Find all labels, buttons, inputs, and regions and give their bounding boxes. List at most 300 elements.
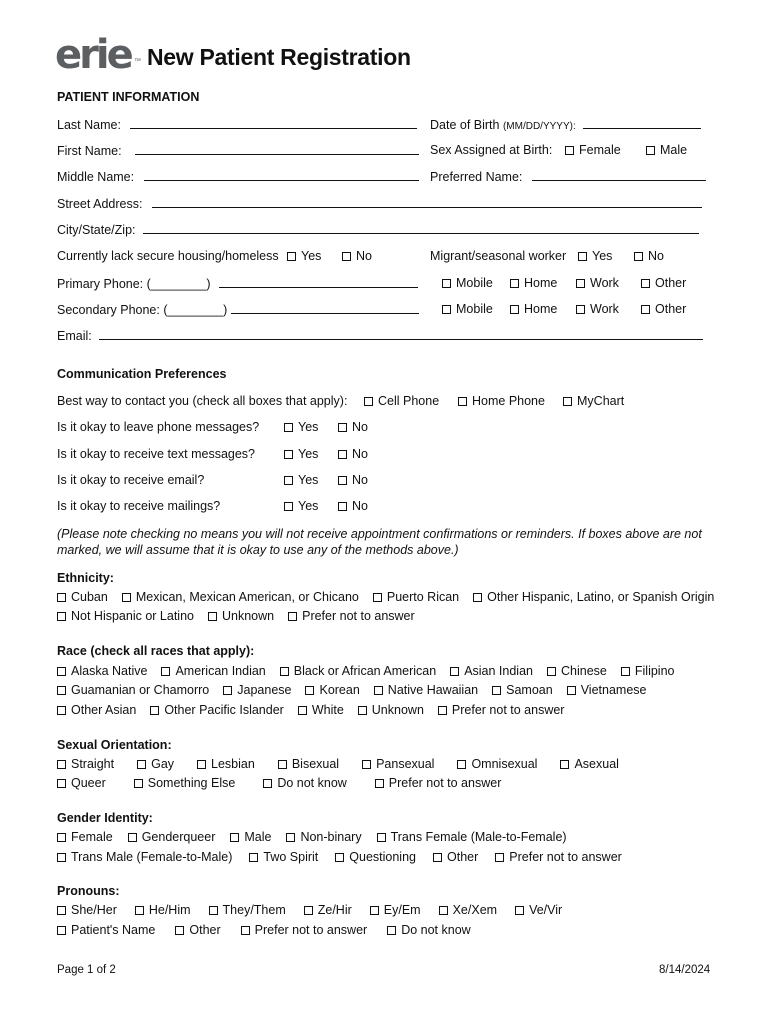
checkbox[interactable] [576,279,585,288]
revision-date: 8/14/2024 [659,964,711,976]
option-label: Female [71,830,113,844]
option-label: Non-binary [300,830,362,844]
checkbox[interactable] [284,476,293,485]
question-label: Is it okay to receive email? [57,473,205,487]
checkbox[interactable] [442,279,451,288]
text-msg-yes-option[interactable] [284,447,318,461]
orientation-option[interactable] [57,776,106,790]
checkbox[interactable] [473,593,482,602]
gender-heading: Gender Identity: [57,811,153,825]
trademark: ™ [134,58,141,65]
city-label: City/State/Zip: [57,223,136,237]
race-option[interactable] [57,683,209,697]
checkbox[interactable] [284,423,293,432]
sex-field [430,143,552,157]
option-label: Other [655,302,687,316]
option-label: No [352,447,368,461]
street-field[interactable] [57,196,702,211]
option-label: Patient's Name [71,923,156,937]
first-name-label: First Name: [57,144,122,158]
checkbox[interactable] [387,926,396,935]
preferred-name-line[interactable] [532,169,706,181]
city-field[interactable] [57,222,699,237]
checkbox[interactable] [438,706,447,715]
option-label: Gay [151,757,175,771]
option-label: Other Asian [71,703,137,717]
mail-yes-option[interactable] [284,499,318,513]
checkbox[interactable] [57,593,66,602]
option-label: Unknown [221,609,275,623]
race-option[interactable] [223,683,291,697]
best-way-label: Best way to contact you (check all boxes that apply): [57,394,348,408]
checkbox[interactable] [280,667,289,676]
race-row-3 [57,703,564,717]
mail-no-option[interactable] [338,499,368,513]
orientation-option[interactable] [375,776,502,790]
option-label: Two Spirit [263,850,319,864]
option-label: Prefer not to answer [388,776,502,790]
primary-home-option[interactable] [510,276,557,290]
checkbox[interactable] [457,760,466,769]
secondary-other-option[interactable] [641,302,686,316]
orientation-heading: Sexual Orientation: [57,738,172,752]
checkbox[interactable] [223,686,232,695]
checkbox[interactable] [578,252,587,261]
question-label: Is it okay to receive mailings? [57,499,221,513]
orientation-option[interactable] [134,776,236,790]
checkbox[interactable] [128,833,137,842]
checkbox[interactable] [278,760,287,769]
option-label: Japanese [237,683,292,697]
ethnicity-row-2 [57,609,415,623]
primary-other-option[interactable] [641,276,686,290]
checkbox[interactable] [284,450,293,459]
orientation-option[interactable] [137,757,174,771]
contact-home-option[interactable] [458,394,545,408]
option-label: Genderqueer [141,830,216,844]
option-label: Not Hispanic or Latino [71,609,194,623]
option-label: Vietnamese [580,683,647,697]
orientation-option[interactable] [197,757,255,771]
pronouns-heading: Pronouns: [57,884,120,898]
first-name-line[interactable] [135,143,419,155]
street-line[interactable] [152,196,702,208]
option-label: Prefer not to answer [254,923,368,937]
housing-label: Currently lack secure housing/homeless [57,249,279,263]
race-option[interactable] [621,664,675,678]
first-name-field[interactable] [57,143,419,158]
option-label: Work [590,276,619,290]
option-label: Asian Indian [464,664,533,678]
checkbox[interactable] [305,686,314,695]
phone-msg-yes-option[interactable] [284,420,318,434]
checkbox[interactable] [342,252,351,261]
checkbox[interactable] [249,853,258,862]
option-label: Work [590,302,619,316]
option-label: Something Else [147,776,236,790]
ethnicity-option[interactable] [208,609,274,623]
question-label: Is it okay to receive text messages? [57,447,256,461]
primary-phone-label: Primary Phone: (________) [57,277,211,291]
option-label: No [648,249,664,263]
checkbox[interactable] [377,833,386,842]
option-label: No [352,499,368,513]
checkbox[interactable] [335,853,344,862]
race-option[interactable] [358,703,424,717]
page-number: Page 1 of 2 [57,964,116,976]
option-label: Trans Male (Female-to-Male) [71,850,233,864]
option-label: Home [524,302,558,316]
option-label: Do not know [277,776,347,790]
gender-option[interactable] [128,830,216,844]
checkbox[interactable] [565,146,574,155]
checkbox[interactable] [563,397,572,406]
option-label: Queer [71,776,106,790]
orientation-option[interactable] [457,757,537,771]
ethnicity-option[interactable] [473,590,714,604]
orientation-option[interactable] [57,757,114,771]
orientation-option[interactable] [278,757,339,771]
checkbox[interactable] [298,706,307,715]
checkbox[interactable] [287,252,296,261]
option-label: Guamanian or Chamorro [71,683,210,697]
checkbox[interactable] [458,397,467,406]
checkbox[interactable] [57,926,66,935]
checkbox[interactable] [439,906,448,915]
checkbox[interactable] [495,853,504,862]
option-label: Yes [301,249,322,263]
checkbox[interactable] [364,397,373,406]
race-option[interactable] [492,683,553,697]
race-option[interactable] [150,703,284,717]
option-label: They/Them [222,903,286,917]
checkbox[interactable] [209,906,218,915]
option-label: Do not know [401,923,471,937]
checkbox[interactable] [510,279,519,288]
checkbox[interactable] [135,906,144,915]
pronoun-option[interactable] [175,923,220,937]
race-row-2 [57,683,646,697]
race-option[interactable] [374,683,478,697]
option-label: Alaska Native [71,664,148,678]
race-option[interactable] [438,703,565,717]
checkbox[interactable] [304,906,313,915]
gender-option[interactable] [377,830,567,844]
email-line[interactable] [99,328,703,340]
orientation-option[interactable] [362,757,434,771]
question-label: Is it okay to leave phone messages? [57,420,260,434]
checkbox[interactable] [57,706,66,715]
secondary-phone-line[interactable] [231,302,419,314]
erie-logo: erie [55,32,131,78]
secondary-home-option[interactable] [510,302,557,316]
option-label: Female [579,143,621,157]
checkbox[interactable] [510,305,519,314]
ethnicity-option[interactable] [122,590,359,604]
option-label: Ze/Hir [317,903,352,917]
checkbox[interactable] [241,926,250,935]
option-label: Filipino [634,664,675,678]
pronoun-option[interactable] [304,903,352,917]
checkbox[interactable] [57,853,66,862]
checkbox[interactable] [57,906,66,915]
option-label: Prefer not to answer [509,850,622,864]
orientation-row-1 [57,757,619,771]
middle-name-line[interactable] [144,169,419,181]
option-label: Cell Phone [378,394,440,408]
orientation-option[interactable] [263,776,346,790]
option-label: Asexual [574,757,619,771]
checkbox[interactable] [263,779,272,788]
ethnicity-option[interactable] [288,609,415,623]
option-label: Lesbian [211,757,255,771]
checkbox[interactable] [134,779,143,788]
option-label: Yes [298,499,319,513]
race-option[interactable] [57,664,147,678]
checkbox[interactable] [374,686,383,695]
option-label: Samoan [506,683,553,697]
dob-line[interactable] [583,117,701,129]
checkbox[interactable] [338,450,347,459]
option-label: Straight [71,757,115,771]
option-label: Chinese [561,664,607,678]
option-label: Other Pacific Islander [164,703,284,717]
option-label: Prefer not to answer [302,609,415,623]
option-label: Yes [298,473,319,487]
race-option[interactable] [547,664,607,678]
checkbox[interactable] [450,667,459,676]
option-label: Omnisexual [471,757,538,771]
sex-label: Sex Assigned at Birth: [430,143,553,157]
checkbox[interactable] [338,423,347,432]
checkbox[interactable] [230,833,239,842]
option-label: Questioning [349,850,416,864]
option-label: Prefer not to answer [451,703,565,717]
pronoun-option[interactable] [370,903,421,917]
option-label: Ey/Em [383,903,421,917]
option-label: Pansexual [376,757,435,771]
gender-option[interactable] [57,830,113,844]
checkbox[interactable] [641,279,650,288]
communication-heading: Communication Preferences [57,367,227,381]
checkbox[interactable] [175,926,184,935]
ethnicity-option[interactable] [57,590,108,604]
checkbox[interactable] [547,667,556,676]
checkbox[interactable] [57,612,66,621]
option-label: Cuban [71,590,108,604]
checkbox[interactable] [375,779,384,788]
phone-msg-no-option[interactable] [338,420,368,434]
pronoun-option[interactable] [241,923,368,937]
race-option[interactable] [298,703,344,717]
option-label: American Indian [175,664,266,678]
checkbox[interactable] [338,502,347,511]
secondary-phone-label: Secondary Phone: (________) [57,303,228,317]
patient-info-heading: PATIENT INFORMATION [57,90,200,104]
email-field[interactable] [57,328,703,343]
checkbox[interactable] [284,502,293,511]
pronouns-row-1 [57,903,562,917]
housing-no-option[interactable] [342,249,372,263]
checkbox[interactable] [646,146,655,155]
checkbox[interactable] [57,760,66,769]
option-label: Yes [298,447,319,461]
contact-cell-option[interactable] [364,394,439,408]
email-no-option[interactable] [338,473,368,487]
preferred-name-field[interactable] [430,169,706,184]
option-label: She/Her [71,903,117,917]
race-option[interactable] [450,664,533,678]
race-option[interactable] [305,683,359,697]
race-row-1 [57,664,674,678]
housing-yes-option[interactable] [287,249,321,263]
race-option[interactable] [280,664,436,678]
ethnicity-option[interactable] [373,590,459,604]
secondary-phone-field[interactable] [57,302,419,317]
dob-label: Date of Birth [430,118,500,132]
email-label: Email: [57,329,92,343]
ethnicity-option[interactable] [57,609,194,623]
middle-name-field[interactable] [57,169,419,184]
communication-note: (Please note checking no means you will not receive appointment confirmations or reminders. If boxes above are not marked, we will assume that it is okay to use any of the methods above.) [57,527,702,557]
checkbox[interactable] [370,906,379,915]
primary-phone-field[interactable] [57,276,418,291]
checkbox[interactable] [57,779,66,788]
pronoun-option[interactable] [439,903,497,917]
migrant-label: Migrant/seasonal worker [430,249,567,263]
migrant-yes-option[interactable] [578,249,612,263]
option-label: MyChart [577,394,625,408]
orientation-row-2 [57,776,501,790]
option-label: Home [524,276,558,290]
option-label: Male [660,143,688,157]
pronouns-row-2 [57,923,471,937]
primary-phone-line[interactable] [219,276,418,288]
race-option[interactable] [567,683,647,697]
primary-work-option[interactable] [576,276,619,290]
pronoun-option[interactable] [135,903,191,917]
street-label: Street Address: [57,197,143,211]
option-label: Native Hawaiian [387,683,479,697]
secondary-work-option[interactable] [576,302,619,316]
checkbox[interactable] [338,476,347,485]
gender-option[interactable] [286,830,361,844]
checkbox[interactable] [161,667,170,676]
text-msg-no-option[interactable] [338,447,368,461]
checkbox[interactable] [433,853,442,862]
option-label: No [356,249,372,263]
gender-row-1 [57,830,567,844]
checkbox[interactable] [442,305,451,314]
option-label: Yes [298,420,319,434]
option-label: White [311,703,344,717]
preferred-name-label: Preferred Name: [430,170,523,184]
migrant-no-option[interactable] [634,249,664,263]
checkbox[interactable] [567,686,576,695]
last-name-label: Last Name: [57,118,121,132]
orientation-option[interactable] [560,757,618,771]
checkbox[interactable] [288,612,297,621]
checkbox[interactable] [492,686,501,695]
option-label: Unknown [371,703,424,717]
checkbox[interactable] [137,760,146,769]
gender-option[interactable] [433,850,478,864]
gender-row-2 [57,850,622,864]
option-label: Mobile [456,276,493,290]
checkbox[interactable] [576,305,585,314]
gender-option[interactable] [249,850,318,864]
pronoun-option[interactable] [515,903,562,917]
option-label: Other [655,276,687,290]
gender-option[interactable] [230,830,271,844]
gender-option[interactable] [57,850,232,864]
last-name-line[interactable] [130,117,417,129]
contact-mychart-option[interactable] [563,394,624,408]
option-label: Other [447,850,479,864]
option-label: Puerto Rican [386,590,460,604]
pronoun-option[interactable] [57,903,117,917]
option-label: He/Him [148,903,191,917]
checkbox[interactable] [560,760,569,769]
sex-male-option[interactable] [646,143,687,157]
option-label: Male [244,830,272,844]
checkbox[interactable] [515,906,524,915]
gender-option[interactable] [335,850,416,864]
secondary-mobile-option[interactable] [442,302,493,316]
page-title: New Patient Registration [147,44,411,70]
middle-name-label: Middle Name: [57,170,135,184]
race-option[interactable] [57,703,136,717]
checkbox[interactable] [122,593,131,602]
pronoun-option[interactable] [209,903,286,917]
checkbox[interactable] [373,593,382,602]
checkbox[interactable] [150,706,159,715]
race-option[interactable] [161,664,265,678]
checkbox[interactable] [57,667,66,676]
pronoun-option[interactable] [387,923,470,937]
checkbox[interactable] [208,612,217,621]
option-label: Mobile [456,302,493,316]
email-yes-option[interactable] [284,473,318,487]
city-line[interactable] [143,222,699,234]
option-label: Ve/Vir [529,903,563,917]
checkbox[interactable] [286,833,295,842]
dob-field[interactable] [430,117,701,132]
checkbox[interactable] [641,305,650,314]
gender-option[interactable] [495,850,622,864]
checkbox[interactable] [634,252,643,261]
race-heading: Race (check all races that apply): [57,644,255,658]
checkbox[interactable] [197,760,206,769]
checkbox[interactable] [621,667,630,676]
option-label: Yes [592,249,613,263]
option-label: Home Phone [472,394,545,408]
checkbox[interactable] [358,706,367,715]
checkbox[interactable] [362,760,371,769]
pronoun-option[interactable] [57,923,155,937]
option-label: Other Hispanic, Latino, or Spanish Origin [487,590,715,604]
option-label: Black or African American [293,664,437,678]
option-label: Xe/Xem [452,903,498,917]
checkbox[interactable] [57,833,66,842]
last-name-field[interactable] [57,117,417,132]
option-label: Other [189,923,221,937]
sex-female-option[interactable] [565,143,621,157]
checkbox[interactable] [57,686,66,695]
option-label: No [352,473,368,487]
primary-mobile-option[interactable] [442,276,493,290]
dob-format: (MM/DD/YYYY): [502,121,576,132]
